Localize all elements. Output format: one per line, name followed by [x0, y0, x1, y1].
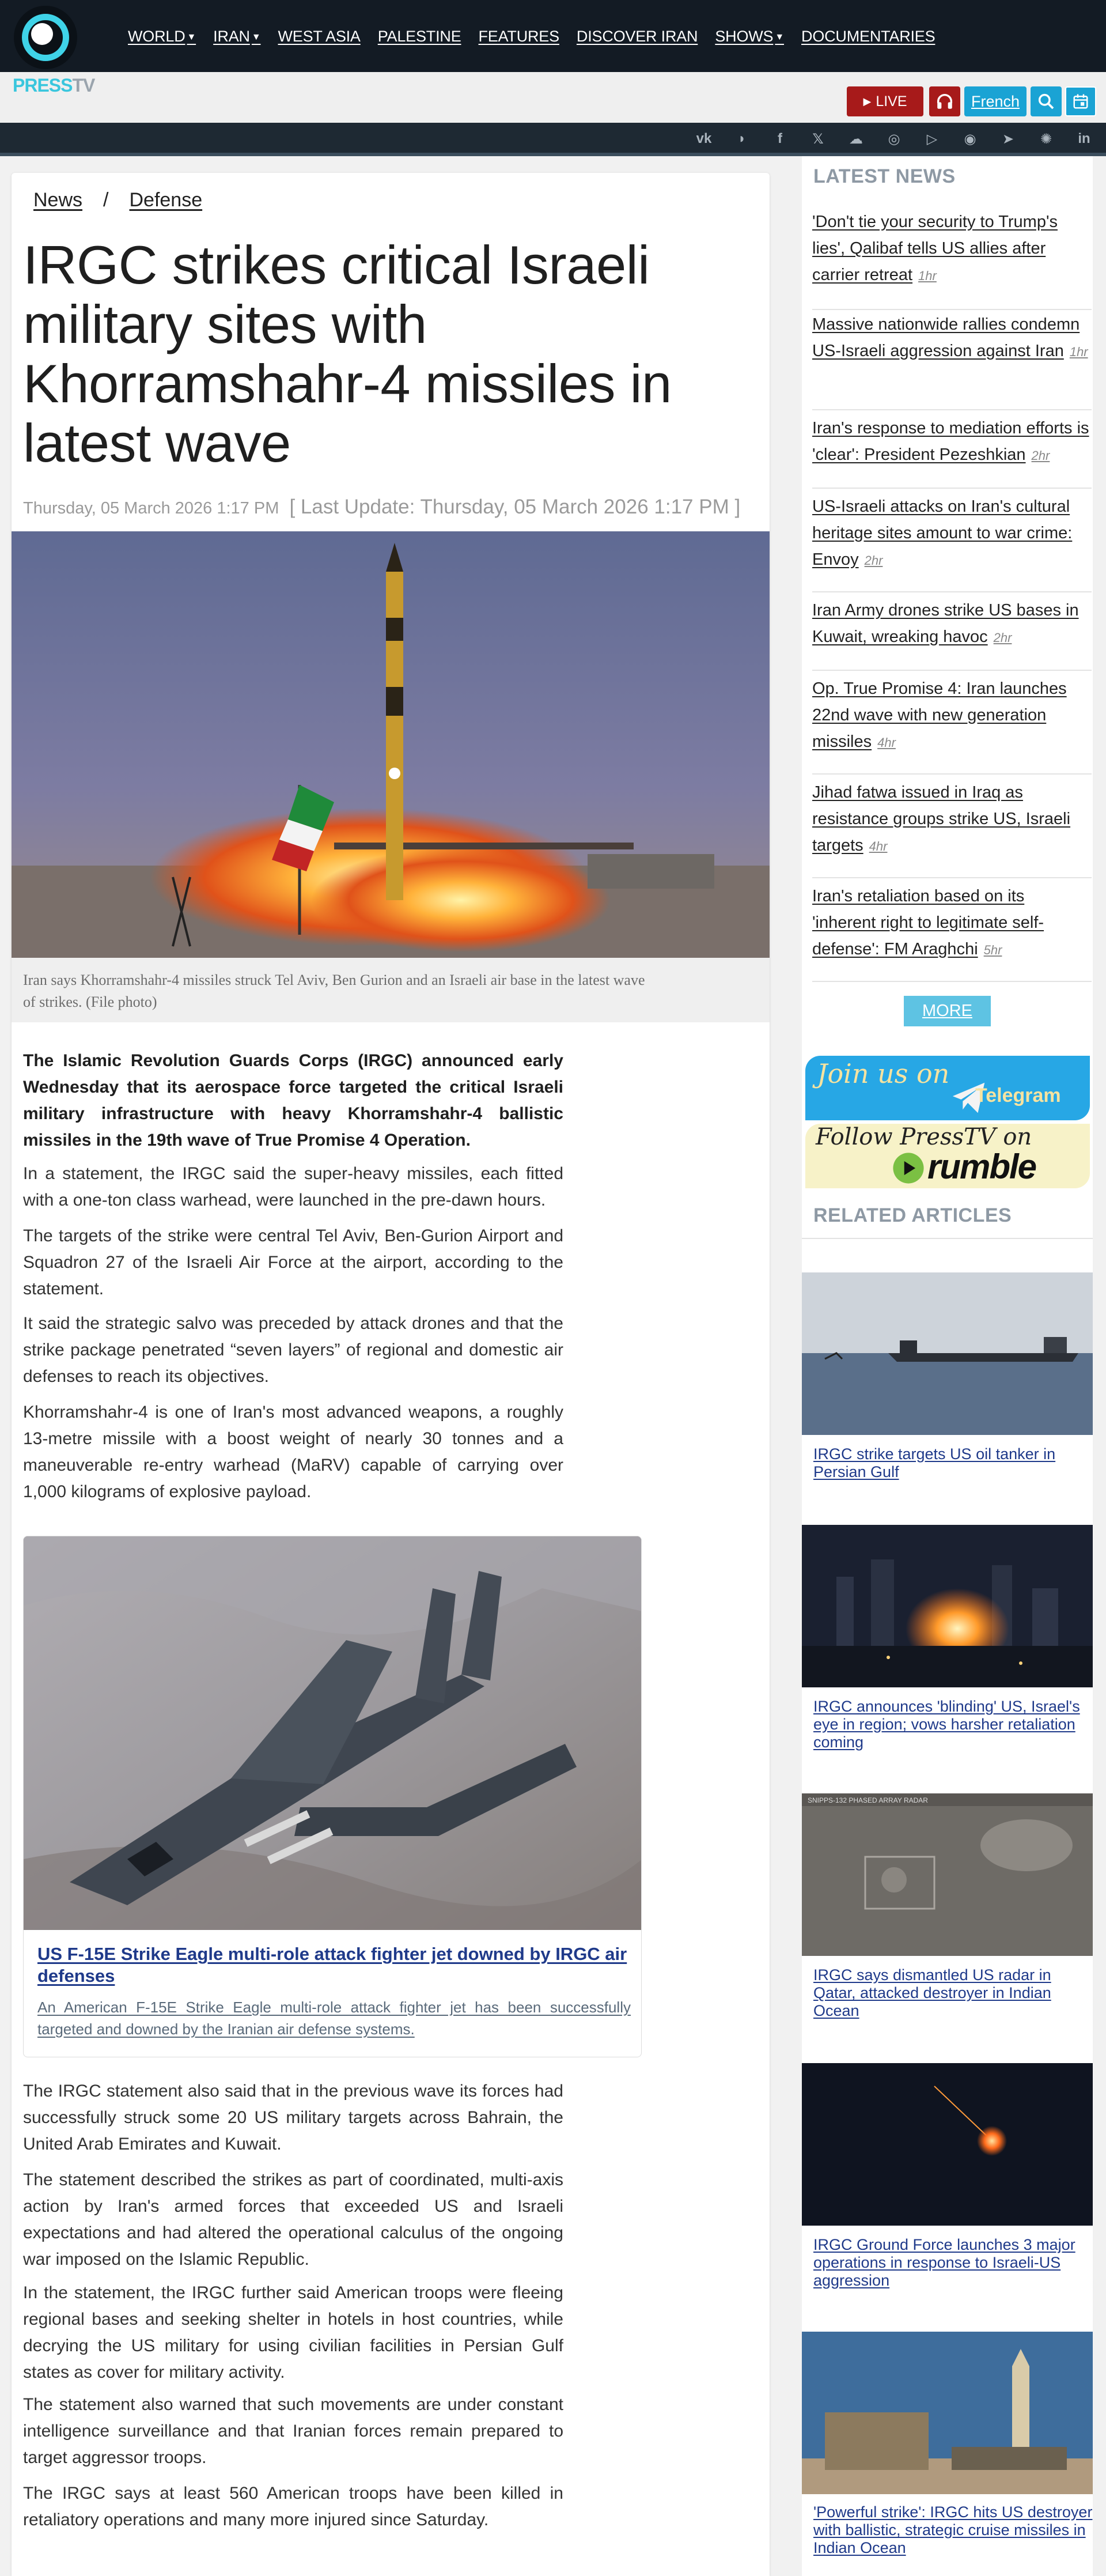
nav-item-documentaries[interactable]: DOCUMENTARIES — [801, 28, 935, 45]
article-paragraph: The statement also warned that such movements are under constant intelligence surveillance and that Iranian forces remain prepared to target aggressor troops. — [23, 2395, 563, 2467]
nav-item-world[interactable]: WORLD ▼ — [128, 28, 196, 45]
latest-news-title: LATEST NEWS — [813, 165, 956, 187]
article-paragraph: The targets of the strike were central Tel Aviv, Ben-Gurion Airport and Squadron 27 of the Israeli Air Force at the airport, according to the statement. — [23, 1226, 563, 1298]
search-button[interactable] — [1031, 86, 1062, 116]
chevron-down-icon: ▼ — [251, 32, 261, 42]
nav-item-iran[interactable]: IRAN ▼ — [213, 28, 261, 45]
breadcrumb: News / Defense — [33, 189, 203, 211]
article-paragraph: The statement described the strikes as part of coordinated, multi-axis action by Iran's armed forces that exceeded US and Israeli expectations and had altered the operational calculus of the ongoing war imposed on the Islamic Republic. — [23, 2170, 563, 2269]
main-navigation — [128, 28, 935, 46]
related-article-image[interactable] — [802, 1272, 1093, 1435]
article-paragraph: Khorramshahr-4 is one of Iran's most advanced weapons, a roughly 13-metre missile with a boost weight of nearly 30 tonnes and a maneuverable re-entry warhead (MaRV) capable of carrying over 1,000 kilograms of explosive payload. — [23, 1403, 563, 1501]
article-dateline — [23, 496, 740, 519]
chevron-down-icon: ▼ — [187, 32, 196, 42]
breadcrumb-defense-link[interactable]: Defense — [129, 189, 203, 211]
related-article-image[interactable] — [802, 2332, 1093, 2494]
bitchute-icon[interactable]: ✺ — [1040, 131, 1052, 147]
article-headline: IRGC strikes critical Israeli military sites with Khorramshahr-4 missiles in latest wave — [23, 235, 672, 473]
hero-caption: Iran says Khorramshahr-4 missiles struck Tel Aviv, Ben Gurion and an Israeli air base in the latest wave of strikes. (File photo) — [23, 972, 645, 1010]
breadcrumb-news-link[interactable]: News — [33, 189, 83, 211]
more-news-button[interactable]: MORE — [904, 996, 991, 1026]
latest-news-item[interactable]: Iran Army drones strike US bases in Kuwait, wreaking havoc 2hr — [812, 597, 1092, 671]
related-article-title[interactable]: IRGC Ground Force launches 3 major operations in response to Israeli-US aggression — [813, 2236, 1075, 2289]
embedded-article-description[interactable]: An American F-15E Strike Eagle multi-role attack fighter jet has been successfully targeted and downed by the Iranian air defense systems. — [37, 1999, 631, 2038]
headphones-icon — [935, 92, 955, 111]
instagram-icon[interactable]: ◎ — [888, 131, 900, 147]
nav-item-features[interactable]: FEATURES — [478, 28, 559, 45]
article-paragraph: In the statement, the IRGC further said American troops were fleeing regional bases and seeking shelter in hotels in host countries, while decrying the US military for using civilian facilities in Persian Gulf states as cover for military activity. — [23, 2283, 563, 2382]
presstv-logo[interactable] — [14, 6, 77, 69]
f15e-jet-image[interactable] — [24, 1536, 642, 1930]
article-paragraph: It said the strategic salvo was preceded by attack drones and that the strike package penetrated “seven layers” of regional and domestic air defenses to reach its objectives. — [23, 1314, 563, 1386]
related-article-image[interactable] — [802, 1793, 1093, 1956]
publish-date: Thursday, 05 March 2026 1:17 PM — [23, 499, 279, 518]
nav-item-shows[interactable]: SHOWS ▼ — [715, 28, 785, 45]
latest-news-item[interactable]: Iran's response to mediation efforts is 'clear': President Pezeshkian 2hr — [812, 415, 1092, 489]
related-article-title[interactable]: IRGC announces 'blinding' US, Israel's eye in region; vows harsher retaliation coming — [813, 1698, 1080, 1751]
latest-news-item[interactable]: Jihad fatwa issued in Iraq as resistance groups strike US, Israeli targets 4hr — [812, 779, 1092, 878]
divider — [802, 1238, 1093, 1239]
related-article-image[interactable] — [802, 1525, 1093, 1687]
article-paragraph: The IRGC says at least 560 American troops have been killed in retaliatory operations and many more injured since Saturday. — [23, 2484, 563, 2529]
rumble-play-icon — [892, 1151, 925, 1185]
vk-icon[interactable]: vk — [696, 131, 712, 146]
language-french-button[interactable]: French — [964, 86, 1027, 116]
latest-news-item[interactable]: Op. True Promise 4: Iran launches 22nd wave with new generation missiles 4hr — [812, 675, 1092, 775]
calendar-icon — [1072, 93, 1089, 110]
chevron-down-icon: ▼ — [775, 32, 785, 42]
related-article-title[interactable]: 'Powerful strike': IRGC hits US destroyer with ballistic, strategic cruise missiles in Indian Ocean — [813, 2503, 1093, 2556]
nav-item-palestine[interactable]: PALESTINE — [377, 28, 461, 45]
archive-calendar-button[interactable] — [1065, 86, 1096, 116]
search-icon — [1037, 92, 1055, 111]
linkedin-icon[interactable]: in — [1078, 131, 1090, 146]
rumble-icon[interactable]: ▷ — [926, 131, 938, 147]
castbox-icon[interactable]: ◉ — [964, 131, 976, 147]
latest-news-item[interactable]: Iran's retaliation based on its 'inherent right to legitimate self-defense': FM Araghchi 5hr — [812, 883, 1092, 982]
x-icon[interactable]: 𝕏 — [812, 131, 824, 147]
embedded-article-card[interactable] — [23, 1536, 642, 2057]
brand-wordmark[interactable]: PRESSTV — [13, 75, 95, 96]
latest-news-item[interactable]: US-Israeli attacks on Iran's cultural heritage sites amount to war crime: Envoy 2hr — [812, 493, 1092, 592]
latest-news-item[interactable]: 'Don't tie your security to Trump's lies', Qalibaf tells US allies after carrier retreat 1hr — [812, 209, 1092, 310]
related-article-title[interactable]: IRGC strike targets US oil tanker in Persian Gulf — [813, 1445, 1056, 1480]
hero-image[interactable] — [12, 531, 770, 958]
article-lead: The Islamic Revolution Guards Corps (IRGC) announced early Wednesday that its aerospace force targeted the critical Israeli military infrastructure with heavy Khorramshahr-4 ballistic missiles in the 19th wave of True Promise 4 Operation. — [23, 1051, 563, 1150]
nav-item-discover-iran[interactable]: DISCOVER IRAN — [576, 28, 698, 45]
last-update: [ Last Update: Thursday, 05 March 2026 1:17 PM ] — [289, 496, 741, 518]
radio-button[interactable] — [929, 86, 960, 116]
soundcloud-icon[interactable]: ☁ — [849, 131, 863, 147]
related-articles-title: RELATED ARTICLES — [813, 1204, 1012, 1226]
rumble-banner[interactable]: Follow PressTV on rumble — [805, 1124, 1090, 1188]
telegram-icon[interactable]: ➤ — [1002, 131, 1014, 147]
article-paragraph: In a statement, the IRGC said the super-heavy missiles, each fitted with a one-ton class warhead, were launched in the pre-dawn hours. — [23, 1164, 563, 1210]
related-article-title[interactable]: IRGC says dismantled US radar in Qatar, attacked destroyer in Indian Ocean — [813, 1966, 1051, 2019]
related-article-image[interactable] — [802, 2063, 1093, 2226]
top-header — [0, 0, 1106, 72]
embedded-article-title[interactable]: US F-15E Strike Eagle multi-role attack fighter jet downed by IRGC air defenses — [37, 1944, 627, 1986]
live-button[interactable]: ▶ LIVE — [847, 86, 923, 116]
play-icon: ▶ — [863, 95, 872, 107]
latest-news-item[interactable]: Massive nationwide rallies condemn US-Israeli aggression against Iran 1hr — [812, 311, 1092, 410]
social-bar — [0, 123, 1106, 156]
telegram-banner[interactable]: Join us on Telegram — [805, 1056, 1090, 1120]
facebook-icon[interactable]: f — [778, 131, 782, 146]
radar-overlay-text: SNIPPS-132 PHASED ARRAY RADAR — [808, 1796, 928, 1804]
article-paragraph: The IRGC statement also said that in the previous wave its forces had successfully struck some 20 US military targets across Bahrain, the United Arab Emirates and Kuwait. — [23, 2082, 563, 2154]
nav-item-west-asia[interactable]: WEST ASIA — [278, 28, 361, 45]
odysee-icon[interactable]: ◗ — [737, 131, 747, 146]
page-gutter — [1093, 156, 1106, 2576]
